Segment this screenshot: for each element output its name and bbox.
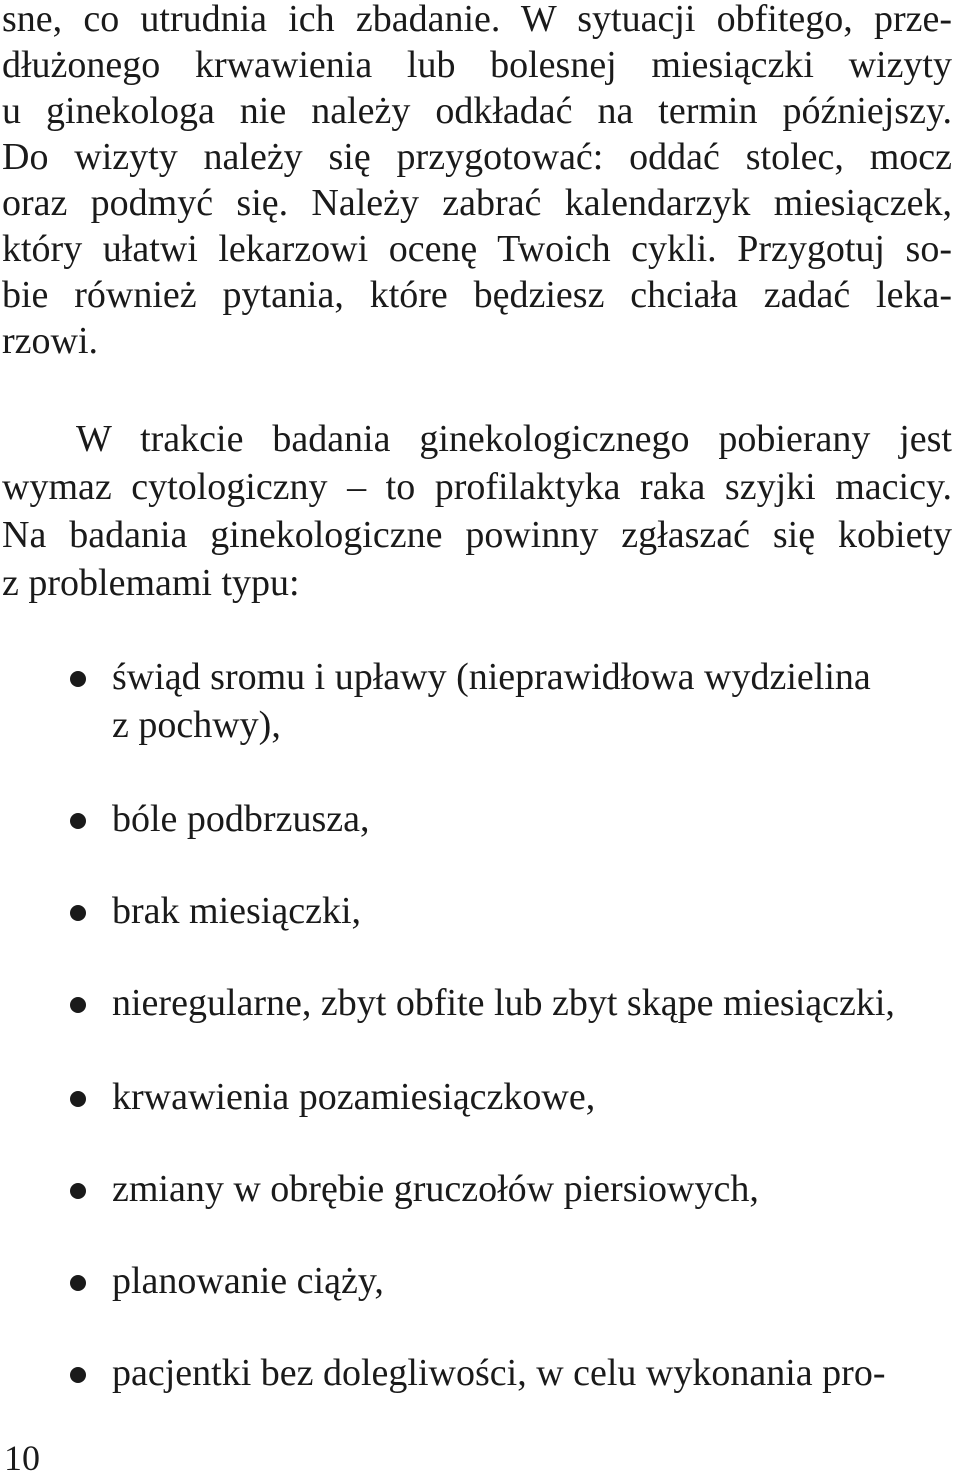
paragraph-line: rzowi. — [2, 320, 99, 362]
bullet-icon — [70, 1275, 86, 1291]
paragraph-line: który ułatwi lekarzowi ocenę Twoich cykli. Przygotuj so- — [2, 228, 952, 270]
bullet-icon — [70, 905, 86, 921]
list-item-text: z pochwy), — [112, 704, 281, 746]
paragraph-line: bie również pytania, które będziesz chciała zadać leka- — [2, 274, 952, 316]
paragraph-line: dłużonego krwawienia lub bolesnej miesiączki wizyty — [2, 44, 952, 86]
paragraph-line: wymaz cytologiczny – to profilaktyka raka szyjki macicy. — [2, 466, 952, 508]
list-item-text: krwawienia pozamiesiączkowe, — [112, 1076, 596, 1118]
bullet-icon — [70, 1091, 86, 1107]
list-item-text: bóle podbrzusza, — [112, 798, 370, 840]
bullet-icon — [70, 1183, 86, 1199]
list-item-text: świąd sromu i upławy (nieprawidłowa wydzielina — [112, 656, 871, 698]
paragraph-line: Na badania ginekologiczne powinny zgłaszać się kobiety — [2, 514, 952, 556]
paragraph-line: W trakcie badania ginekologicznego pobierany jest — [76, 418, 952, 460]
list-item-text: nieregularne, zbyt obfite lub zbyt skąpe miesiączki, — [112, 982, 895, 1024]
list-item-text: pacjentki bez dolegliwości, w celu wykonania pro- — [112, 1352, 886, 1394]
bullet-icon — [70, 813, 86, 829]
list-item-text: brak miesiączki, — [112, 890, 362, 932]
list-item-text: planowanie ciąży, — [112, 1260, 384, 1302]
list-item-text: zmiany w obrębie gruczołów piersiowych, — [112, 1168, 759, 1210]
bullet-icon — [70, 1367, 86, 1383]
paragraph-line: sne, co utrudnia ich zbadanie. W sytuacji obfitego, prze- — [2, 0, 952, 40]
bullet-icon — [70, 671, 86, 687]
paragraph-line: z problemami typu: — [2, 562, 300, 604]
page-number: 10 — [4, 1438, 40, 1478]
bullet-icon — [70, 997, 86, 1013]
paragraph-line: oraz podmyć się. Należy zabrać kalendarzyk miesiączek, — [2, 182, 952, 224]
paragraph-line: Do wizyty należy się przygotować: oddać stolec, mocz — [2, 136, 952, 178]
paragraph-line: u ginekologa nie należy odkładać na termin późniejszy. — [2, 90, 952, 132]
